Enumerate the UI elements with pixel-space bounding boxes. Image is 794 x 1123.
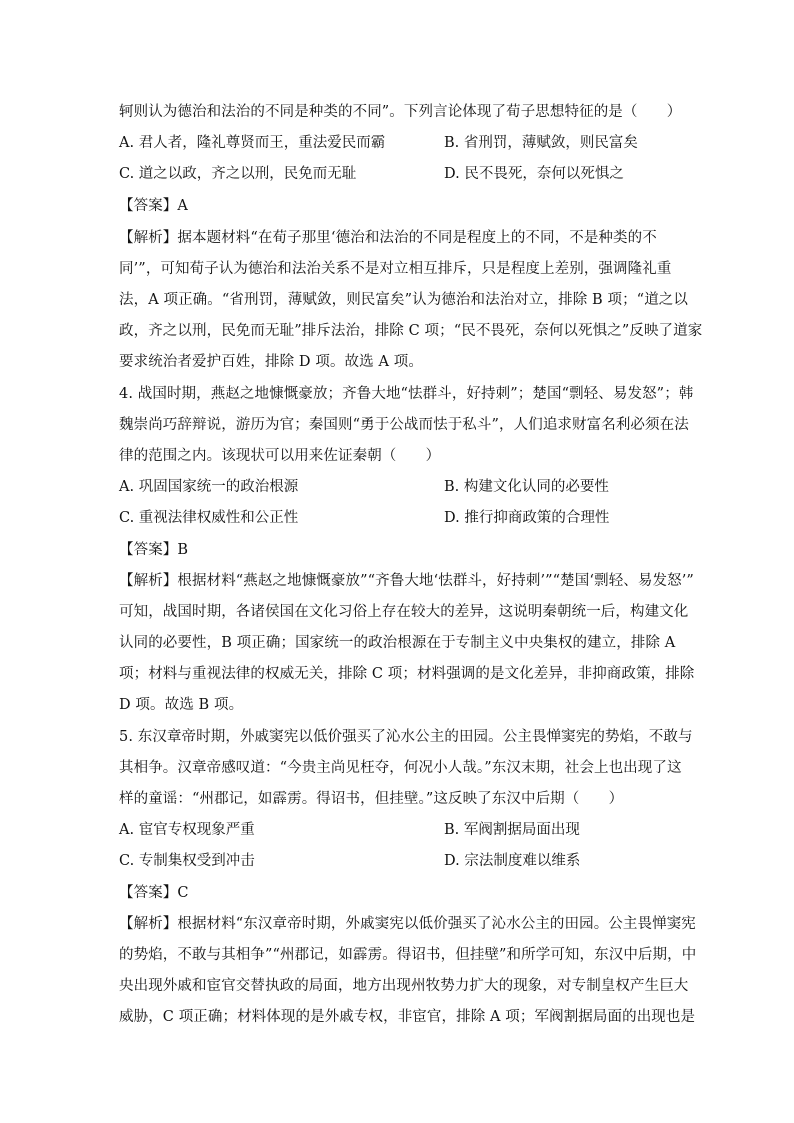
- q3-option-c: C. 道之以政，齐之以刑，民免而无耻: [119, 166, 357, 182]
- q5-stem-line: 5. 东汉章帝时期，外戚窦宪以低价强买了沁水公主的田园。公主畏惮窦宪的势焰，不敢与: [119, 729, 693, 745]
- q5-stem-line: 样的童谣：“州郡记，如霹雳。得诏书，但挂壁。”这反映了东汉中后期（ ）: [119, 791, 624, 807]
- q3-analysis-line: 政，齐之以刑，民免而无耻”排斥法治，排除 C 项；“民不畏死，奈何以死惧之”反映了道家: [119, 323, 703, 339]
- q5-analysis-line: 威胁，C 项正确；材料体现的是外戚专权，非宦官，排除 A 项；军阀割据局面的出现也是: [119, 1009, 696, 1025]
- q5-option-d: D. 宗法制度难以维系: [444, 853, 581, 869]
- q4-analysis-line: 认同的必要性，B 项正确；国家统一的政治根源在于专制主义中央集权的建立，排除 A: [119, 635, 676, 651]
- q3-option-b: B. 省刑罚，薄赋敛，则民富矣: [444, 135, 638, 151]
- q4-option-a: A. 巩固国家统一的政治根源: [119, 479, 299, 495]
- q4-option-d: D. 推行抑商政策的合理性: [444, 510, 610, 526]
- q3-analysis-line: 法，A 项正确。“省刑罚，薄赋敛，则民富矣”认为德治和法治对立，排除 B 项；“道之以: [119, 292, 688, 308]
- q3-answer: 【答案】A: [119, 198, 188, 214]
- q5-option-a: A. 宦官专权现象严重: [119, 822, 255, 838]
- q4-answer: 【答案】B: [119, 542, 189, 558]
- q5-analysis-line: 央出现外戚和宦官交替执政的局面，地方出现州牧势力扩大的现象，对专制皇权产生巨大: [119, 978, 689, 994]
- q5-stem-line: 其相争。汉章帝感叹道：“今贵主尚见枉夺，何况小人哉。”东汉末期，社会上也出现了这: [119, 760, 682, 776]
- q4-stem-line: 4. 战国时期，燕赵之地慷慨豪放；齐鲁大地“怯群斗，好持刺”；楚国“剽轻、易发怒”；韩: [119, 386, 694, 402]
- q5-answer: 【答案】C: [119, 885, 189, 901]
- q3-analysis-line: 【解析】据本题材料“在荀子那里‘德治和法治的不同是程度上的不同，不是种类的不: [119, 230, 657, 246]
- q5-analysis-line: 的势焰，不敢与其相争”“州郡记，如霹雳。得诏书，但挂壁”和所学可知，东汉中后期，中: [119, 947, 697, 963]
- q4-stem-line: 律的范围之内。该现状可以用来佐证秦朝（ ）: [119, 448, 441, 464]
- q5-option-c: C. 专制集权受到冲击: [119, 853, 255, 869]
- q3-analysis-line: 要求统治者爱护百姓，排除 D 项。故选 A 项。: [119, 354, 423, 370]
- q3-analysis-line: 同’”，可知荀子认为德治和法治关系不是对立相互排斥，只是程度上差别，强调隆礼重: [119, 261, 672, 277]
- q5-option-b: B. 军阀割据局面出现: [444, 822, 580, 838]
- q4-stem-line: 魏崇尚巧辞辩说，游历为官；秦国则“勇于公战而怯于私斗”，人们追求财富名利必须在法: [119, 417, 689, 433]
- q4-analysis-line: D 项。故选 B 项。: [119, 697, 244, 713]
- q5-analysis-line: 【解析】根据材料“东汉章帝时期，外戚窦宪以低价强买了沁水公主的田园。公主畏惮窦宪: [119, 916, 696, 932]
- q3-option-a: A. 君人者，隆礼尊贤而王，重法爱民而霸: [119, 135, 386, 151]
- q4-option-b: B. 构建文化认同的必要性: [444, 479, 609, 495]
- q4-analysis-line: 项；材料与重视法律的权威无关，排除 C 项；材料强调的是文化差异，非抑商政策，排除: [119, 666, 695, 682]
- q3-stem-tail: 轲则认为德治和法治的不同是种类的不同”。下列言论体现了荀子思想特征的是（ ）: [119, 104, 682, 120]
- q3-option-d: D. 民不畏死，奈何以死惧之: [444, 166, 624, 182]
- q4-analysis-line: 【解析】根据材料“燕赵之地慷慨豪放”“齐鲁大地‘怯群斗，好持刺’”“楚国‘剽轻、易发怒’”: [119, 573, 694, 589]
- q4-option-c: C. 重视法律权威性和公正性: [119, 510, 299, 526]
- q4-analysis-line: 可知，战国时期，各诸侯国在文化习俗上存在较大的差异，这说明秦朝统一后，构建文化: [119, 604, 689, 620]
